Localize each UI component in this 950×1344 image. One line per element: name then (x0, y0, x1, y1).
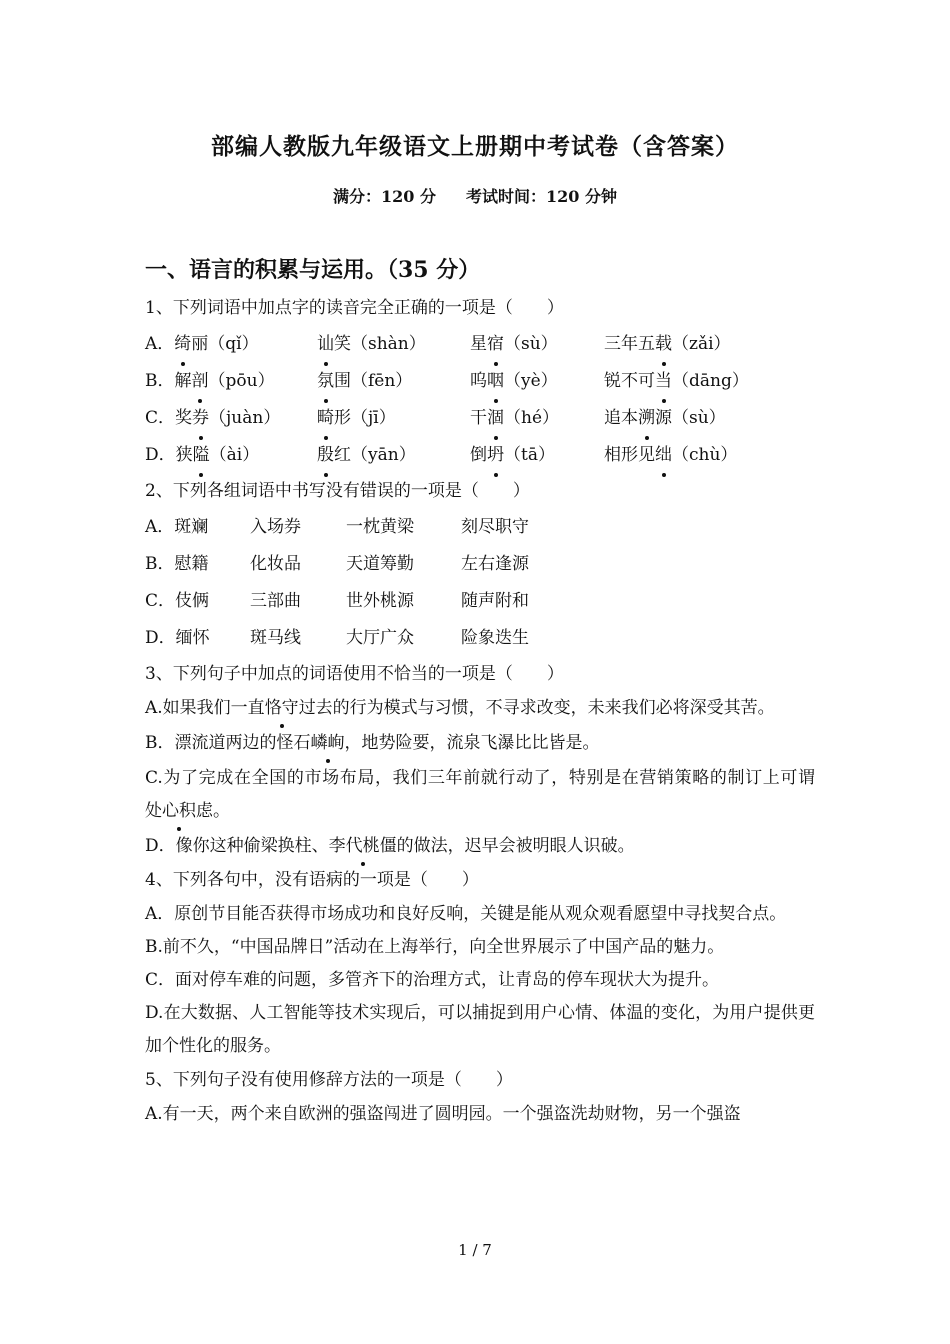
question-4-option-a: A．原创节目能否获得市场成功和良好反响，关键是能从观众观看愿望中寻找契合点。 (145, 904, 787, 924)
question-2-option-c: C．伎俩 三部曲 世外桃源 随声附和 (145, 591, 529, 611)
exam-duration: 考试时间：120 分钟 (466, 187, 617, 206)
questions (145, 291, 815, 1131)
question-3-option-c: C.为了完成在全国的市场布局，我们三年前就行动了，特别是在营销策略的制订上可谓处心积虑。 (145, 762, 815, 828)
question-2-stem: 2、下列各组词语中书写没有错误的一项是（ ） (145, 481, 530, 501)
question-3-option-a: A.如果我们一直恪守过去的行为模式与习惯，不寻求改变，未来我们必将深受其苦。 (145, 692, 815, 725)
question-3-stem: 3、下列句子中加点的词语使用不恰当的一项是（ ） (145, 664, 564, 684)
question-4-option-d: D.在大数据、人工智能等技术实现后，可以捕捉到用户心情、体温的变化，为用户提供更加个性化的服务。 (145, 1003, 815, 1056)
question-1-option-c: C．奖券（juàn） 畸形（jī） 干涸（hé） 追本溯源（sù） (145, 400, 815, 437)
question-2-option-a: A．斑斓 入场券 一枕黄梁 刻尽职守 (145, 517, 529, 537)
question-3-option-d: D．像你这种偷梁换柱、李代桃僵的做法，迟早会被明眼人识破。 (145, 830, 815, 863)
question-1-option-a: A．绮丽（qǐ） 讪笑（shàn） 星宿（sù） 三年五载（zǎi） (145, 326, 815, 363)
question-2-option-d: D．缅怀 斑马线 大厅广众 险象迭生 (145, 628, 529, 648)
page-number: 1 / 7 (458, 1241, 492, 1259)
question-3-option-b: B．漂流道两边的怪石嶙峋，地势险要，流泉飞瀑比比皆是。 (145, 727, 815, 760)
exam-title: 部编人教版九年级语文上册期中考试卷（含答案） (211, 133, 739, 160)
question-1-option-b: B．解剖（pōu） 氛围（fēn） 呜咽（yè） 锐不可当（dāng） (145, 363, 815, 400)
question-2-option-b: B．慰籍 化妆品 天道筹勤 左右逢源 (145, 554, 529, 574)
question-1-option-d: D．狭隘（ài） 殷红（yān） 倒坍（tā） 相形见绌（chù） (145, 437, 815, 474)
exam-subtitle (0, 184, 950, 207)
question-4-option-b: B.前不久，“中国品牌日”活动在上海举行，向全世界展示了中国产品的魅力。 (145, 937, 725, 957)
section-heading: 一、语言的积累与运用。（35 分） (145, 257, 481, 283)
question-1-stem: 1、下列词语中加点字的读音完全正确的一项是（ ） (145, 298, 564, 318)
question-4-option-c: C．面对停车难的问题，多管齐下的治理方式，让青岛的停车现状大为提升。 (145, 970, 720, 990)
question-5-stem: 5、下列句子没有使用修辞方法的一项是（ ） (145, 1070, 513, 1090)
question-5-option-a: A.有一天，两个来自欧洲的强盗闯进了圆明园。一个强盗洗劫财物，另一个强盗 (145, 1104, 741, 1124)
question-4-stem: 4、下列各句中，没有语病的一项是（ ） (145, 870, 479, 890)
full-score: 满分：120 分 (333, 187, 436, 206)
